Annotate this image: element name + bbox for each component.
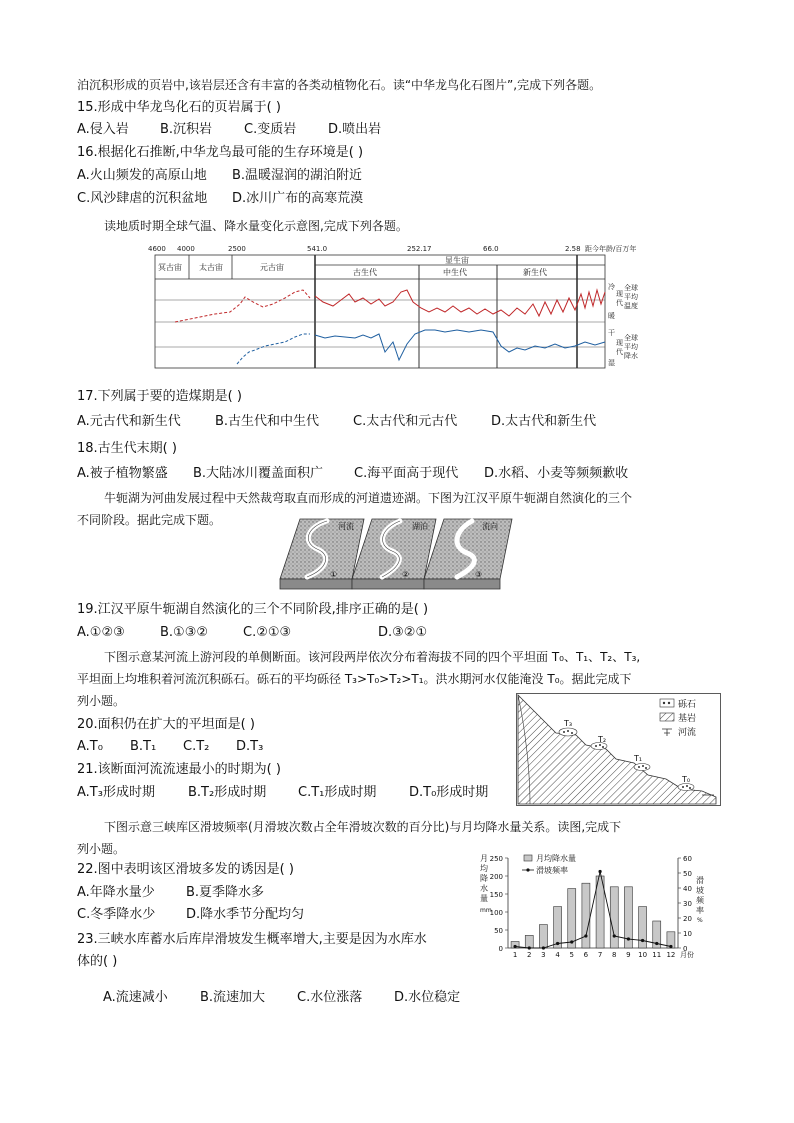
oxbow-intro: 牛轭湖为河曲发展过程中天然裁弯取直而形成的河道遗迹湖。下图为江汉平原牛轭湖自然演化的三个 [104,491,633,505]
y-right-label-1: 滑 [696,876,704,885]
rainfall-bar [610,887,618,948]
q16-stem: 16.根据化石推断,中华龙鸟最可能的生存环境是( ) [77,145,364,160]
q18-stem: 18.古生代末期( ) [77,441,177,456]
era-label: 新生代 [523,268,547,277]
age-label: 2500 [228,245,246,253]
rainfall-bar [554,907,562,948]
landslide-point [570,940,573,943]
q21-option-c[interactable]: C.T₁形成时期 [298,785,377,800]
q23-option-c[interactable]: C.水位涨落 [297,990,363,1005]
right-tick-label: 50 [683,870,692,878]
era-label: 中生代 [443,268,467,277]
temp-label: 平均 [624,293,638,301]
month-label: 12 [666,951,676,959]
temp-label: 全球 [624,284,638,292]
legend-line-marker [526,868,529,871]
slide-intro: 下图示意三峡库区滑坡频率(月滑坡次数占全年滑坡次数的百分比)与月均降水量关系。读图,完成下 [104,820,622,834]
terrace-intro: 列小题。 [77,694,126,708]
landslide-point [669,945,672,948]
q17-option-b[interactable]: B.古生代和中生代 [215,414,320,429]
q19-option-d[interactable]: D.③②① [378,625,428,640]
y-left-label-4: 水 [480,884,488,893]
intro-line: 泊沉积形成的页岩中,该岩层还含有丰富的各类动植物化石。读“中华龙鸟化石图片”,完成下列各题。 [77,78,602,92]
q17-option-a[interactable]: A.元古代和新生代 [77,414,181,429]
q18-option-a[interactable]: A.被子植物繁盛 [77,466,168,481]
legend-bar-swatch [524,855,532,861]
q19-stem: 19.江汉平原牛轭湖自然演化的三个不同阶段,排序正确的是( ) [77,602,429,617]
q16-option-d[interactable]: D.冰川广布的高寒荒漠 [232,191,364,206]
q23-option-b[interactable]: B.流速加大 [200,990,266,1005]
oxbow-label-flow: 流向 [482,522,498,531]
q15-option-c[interactable]: C.变质岩 [244,122,297,137]
q21-option-b[interactable]: B.T₂形成时期 [188,785,267,800]
rainfall-bar [568,889,576,948]
month-label: 4 [555,951,560,959]
left-tick-label: 250 [489,855,503,863]
now-label: 现 [616,290,623,298]
landslide-point [528,946,531,949]
geo-intro: 读地质时期全球气温、降水量变化示意图,完成下列各题。 [104,219,408,233]
q16-option-c[interactable]: C.风沙肆虐的沉积盆地 [77,191,208,206]
landslide-point [598,870,601,873]
month-label: 9 [626,951,631,959]
q20-stem: 20.面积仍在扩大的平坦面是( ) [77,717,255,732]
q21-option-d[interactable]: D.T₀形成时期 [409,785,489,800]
right-tick-label: 30 [683,900,692,908]
dry-label: 干 [608,329,615,337]
terrace-t0: T₀ [682,775,691,784]
river-terrace-figure [516,693,721,806]
age-label: 252.17 [407,245,432,253]
left-tick-label: 0 [498,945,503,953]
rainfall-bar [525,935,533,948]
q18-option-d[interactable]: D.水稻、小麦等频频歉收 [484,466,629,481]
q20-option-b[interactable]: B.T₁ [130,739,157,754]
q20-option-a[interactable]: A.T₀ [77,739,103,754]
terrace-t1: T₁ [634,754,643,763]
eon-label: 太古宙 [199,263,223,272]
oxbow-label-lake: 湖泊 [412,522,428,531]
age-label: 541.0 [307,245,328,253]
q22-option-d[interactable]: D.降水季节分配均匀 [186,907,305,922]
right-tick-label: 20 [683,915,692,923]
y-right-label-3: 频 [696,896,704,905]
rainfall-bar [539,925,547,948]
age-label: 4600 [148,245,166,253]
q23-option-a[interactable]: A.流速减小 [103,990,168,1005]
wet-label: 湿 [608,359,615,367]
legend-bedrock: 基岩 [678,714,697,724]
landslide-point [513,945,516,948]
y-left-label-5: 量 [480,894,488,903]
q21-option-a[interactable]: A.T₃形成时期 [77,785,155,800]
landslide-point [613,934,616,937]
oxbow-lake-figure [272,517,514,592]
q23-stem: 体的( ) [77,954,118,969]
q20-option-d[interactable]: D.T₃ [236,739,264,754]
left-tick-label: 200 [489,873,503,881]
q23-stem: 23.三峡水库蓄水后库岸滑坡发生概率增大,主要是因为水库水 [77,932,427,947]
eon-label: 元古宙 [260,263,284,272]
month-label: 3 [541,951,546,959]
month-label: 2 [527,951,532,959]
q15-option-b[interactable]: B.沉积岩 [160,122,213,137]
era-label: 古生代 [353,268,377,277]
landslide-frequency-line [515,872,671,949]
oxbow-stage-1: ① [330,570,338,579]
now-label: 代 [616,348,623,356]
legend-gravel: 砾石 [678,700,697,710]
landslide-point [641,939,644,942]
q15-option-d[interactable]: D.喷出岩 [328,122,382,137]
q19-option-b[interactable]: B.①③② [160,625,209,640]
now-label: 现 [616,339,623,347]
q15-stem: 15.形成中华龙鸟化石的页岩属于( ) [77,100,281,115]
right-tick-label: 0 [683,945,688,953]
age-label: 66.0 [483,245,499,253]
now-label: 代 [616,299,623,307]
terrace-t3: T₃ [564,719,573,728]
q17-option-d[interactable]: D.太古代和新生代 [491,414,597,429]
legend-landslide: 滑坡频率 [536,866,568,875]
terrace-intro: 平坦面上均堆积着河流沉积砾石。砾石的平均砾径 T₃>T₀>T₂>T₁。洪水期河水仅能淹没 T₀。据此完成下 [77,672,632,686]
oxbow-stage-2: ② [402,570,410,579]
y-left-label-6: mm [480,907,492,914]
oxbow-label-river: 河流 [338,522,354,531]
eon-label: 显生宙 [445,256,469,265]
legend-river: 河流 [678,728,697,738]
prec-label: 全球 [624,334,638,342]
cold-label: 冷 [608,283,615,291]
month-label: 1 [512,951,518,959]
y-left-label-3: 降 [480,874,488,883]
left-tick-label: 150 [489,891,503,899]
q20-option-c[interactable]: C.T₂ [183,739,210,754]
q15-option-a[interactable]: A.侵入岩 [77,122,129,137]
q19-option-c[interactable]: C.②①③ [243,625,292,640]
age-label: 2.58 [565,245,581,253]
terrace-intro: 下图示意某河流上游河段的单侧断面。该河段两岸依次分布着海拔不同的四个平坦面 T₀、T₁、T₂、T₃, [104,650,641,664]
y-right-label-2: 坡 [696,886,704,895]
y-right-label-5: % [697,917,703,924]
month-label: 8 [612,951,617,959]
month-label: 11 [652,951,662,959]
month-label: 7 [597,951,603,959]
y-left-label-2: 均 [480,864,488,873]
age-unit: 距今年龄/百万年 [585,245,637,253]
oxbow-intro: 不同阶段。据此完成下题。 [77,513,222,527]
right-tick-label: 10 [683,930,692,938]
rainfall-bar [596,876,604,948]
landslide-point [556,942,559,945]
q18-option-b[interactable]: B.大陆冰川覆盖面积广 [193,466,324,481]
terrace-t2: T₂ [598,735,607,744]
landslide-point [627,937,630,940]
rainfall-bar [582,883,590,948]
month-label: 10 [638,951,648,959]
right-tick-label: 60 [683,855,692,863]
temp-label: 温度 [624,302,638,310]
prec-label: 降水 [624,352,638,360]
left-tick-label: 50 [494,927,503,935]
q23-option-d[interactable]: D.水位稳定 [394,990,461,1005]
month-label: 5 [569,951,574,959]
eon-label: 冥古宙 [158,263,182,272]
age-label: 4000 [177,245,195,253]
warm-label: 暖 [608,312,615,320]
x-axis-label: 月份 [680,951,694,959]
prec-label: 平均 [624,343,638,351]
y-right-label-4: 率 [696,906,704,915]
oxbow-stage-3: ③ [475,570,483,579]
landslide-point [542,946,545,949]
left-tick-label: 100 [489,909,503,917]
q17-stem: 17.下列属于要的造煤期是( ) [77,389,242,404]
slide-intro: 列小题。 [77,842,126,856]
q16-option-b[interactable]: B.温暖湿润的湖泊附近 [232,168,363,183]
landslide-point [655,942,658,945]
q22-option-c[interactable]: C.冬季降水少 [77,907,156,922]
q16-option-a[interactable]: A.火山频发的高原山地 [77,168,207,183]
q21-stem: 21.该断面河流流速最小的时期为( ) [77,762,281,777]
legend-rainfall: 月均降水量 [536,854,576,863]
landslide-rainfall-chart [478,850,718,965]
q17-option-c[interactable]: C.太古代和元古代 [353,414,458,429]
q19-option-a[interactable]: A.①②③ [77,625,125,640]
y-left-label-1: 月 [480,854,488,863]
month-label: 6 [583,951,589,959]
q22-option-a[interactable]: A.年降水量少 [77,885,155,900]
q18-option-c[interactable]: C.海平面高于现代 [354,466,459,481]
q22-stem: 22.图中表明该区滑坡多发的诱因是( ) [77,862,294,877]
landslide-point [584,934,587,937]
geologic-climate-chart [145,242,640,372]
right-tick-label: 40 [683,885,692,893]
q22-option-b[interactable]: B.夏季降水多 [186,885,265,900]
